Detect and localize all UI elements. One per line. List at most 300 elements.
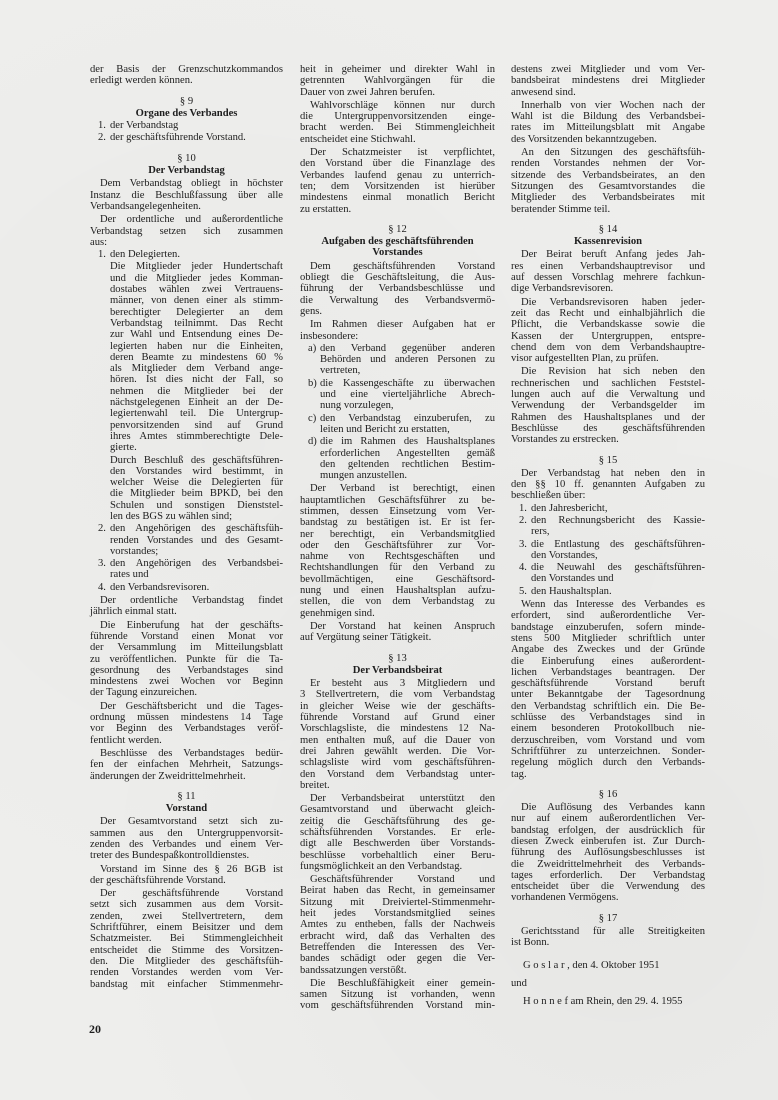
list-item (300, 413, 495, 436)
text-line: destens zwei Mitglieder und vom Ver- (511, 64, 705, 75)
text-line: Der Verbandsbeirat unterstützt den (310, 793, 495, 805)
paragraph (511, 468, 705, 502)
list-item-number: 2. (519, 514, 527, 526)
text-line: den Verbandstag schriftlich ein. Die Be- (511, 700, 705, 712)
section-number (511, 224, 705, 235)
list-item-paragraph (90, 455, 283, 523)
text-line: insbesondere: (300, 330, 359, 342)
text-line: führung der Verbandsbeschlüsse und (300, 283, 495, 295)
text-line: Wahl ist die Bildung des Verbandsbei- (511, 111, 705, 123)
signature-line: und (511, 977, 527, 989)
text-line: den Jahresbericht, (531, 502, 608, 514)
text-line: mindestens einmal monatlich Bericht (300, 192, 495, 204)
text-line: Verbandes laufend genau zu unterrich- (300, 169, 495, 181)
text-line: getrennten Wahlvorgängen für die (300, 75, 495, 87)
text-line: bandstag zu bestätigen ist. Er ist fer- (300, 517, 495, 529)
paragraph (300, 678, 495, 791)
text-line: zu veröffentlichen. Punkte für die Ta- (90, 653, 283, 665)
paragraph (511, 802, 705, 904)
text-line: Vorstandes zu erstrecken. (511, 434, 619, 446)
text-line: den Angehörigen des Verbandsbei- (110, 558, 283, 570)
text-line: zenden, zwei Stellvertretern, dem (90, 910, 283, 922)
text-line: tages erforderlich. Der Verbandstag (511, 869, 705, 881)
text-line: Schulen und sonstigen Dienststel- (110, 499, 283, 511)
paragraph-continued (90, 64, 283, 87)
text-line: Kassenrevision (573, 236, 643, 248)
text-line: derzuschreiben, vom Vorstand und vom (511, 734, 705, 746)
text-line: gesordnung des Verbandstages sind (90, 664, 283, 676)
text-line: Der Verbandstag (148, 165, 225, 177)
text-line: setzt sich zusammen aus dem Vorsit- (90, 899, 283, 911)
text-line: den Vorstandes und (531, 573, 614, 585)
text-line: Der Beirat beruft Anfang jedes Jah- (521, 249, 705, 261)
text-line: § 11 (177, 790, 196, 802)
text-line: stimmen, dessen Einsetzung vom Ver- (300, 505, 495, 517)
text-line: männer, von denen einer als stimm- (110, 295, 283, 307)
text-line: renden Vorstandes nehmen der Vor- (511, 158, 705, 170)
list-item (300, 436, 495, 481)
text-line: Beschlüsse des Verbandstages bedür- (100, 747, 283, 759)
text-line: die Verwaltung des Verbandsvermö- (300, 294, 495, 306)
text-line: § 16 (598, 788, 618, 800)
list-item (90, 582, 283, 593)
text-line: führung des Auflösungsbeschlusses ist (511, 847, 705, 859)
text-line: heit jedes Vorstandsmitglied seines (300, 908, 495, 920)
text-line: Vorstand (165, 803, 208, 815)
text-line: Kassen der Untergruppen, entspre- (511, 330, 705, 342)
text-line: sitzende des Verbandsbeirates, an den (511, 169, 705, 181)
text-line: Sitzung mit Dreiviertel-Stimmenmehr- (300, 896, 495, 908)
paragraph (300, 261, 495, 317)
text-line: beschlüsse vorbehaltlich einer Beru- (300, 849, 495, 861)
text-line: lungen auch auf die Verwaltung und (511, 389, 705, 401)
paragraph (300, 147, 495, 215)
text-line: Beirat haben das Recht, in gemeinsamer (300, 885, 495, 897)
text-line: Gerichtsstand für alle Streitigkeiten (521, 926, 705, 938)
text-line: leiten und Bericht zu erstatten, (320, 423, 450, 435)
text-line: chend dem von dem Verbandshauptre- (511, 341, 705, 353)
text-line: bandsbeirat mindestens drei Mitglieder (511, 75, 705, 87)
paragraph (90, 214, 283, 248)
signature-line: G o s l a r , den 4. Oktober 1951 (523, 959, 660, 971)
text-line: zenden des Verbandes und einem Ver- (90, 839, 283, 850)
paragraph (90, 620, 283, 699)
text-line: rechnerischen und sachlichen Feststel- (511, 377, 705, 389)
text-line: nächstgelegenen Einheit an der De- (110, 397, 283, 409)
section-number (90, 791, 283, 802)
section-number (511, 913, 705, 924)
text-line: nehmen die Mitglieder bei der (110, 385, 283, 397)
text-line: renden Vorstandes werden vom Ver- (90, 967, 283, 979)
text-line: nung und einen Haushaltsplan aufzu- (300, 585, 495, 597)
list-item-number: 1. (98, 120, 106, 132)
text-line: zu erstatten. (300, 203, 352, 215)
text-line: Verbandstag teilnimmt. Das Recht (110, 317, 283, 329)
list-item-number: 5. (519, 585, 527, 597)
list-item (90, 249, 283, 260)
text-line: samen Sitzung ist vorhanden, wenn (300, 989, 495, 1001)
text-line: Die Einberufung hat der geschäfts- (100, 619, 283, 631)
text-line: den Delegierten. (110, 249, 181, 261)
paragraph (90, 178, 283, 212)
text-line: Betreffenden die Interessen des Ver- (300, 941, 495, 953)
paragraph (511, 599, 705, 780)
text-line: beschließen über: (511, 490, 586, 502)
paragraph (300, 874, 495, 976)
text-column-left (90, 64, 283, 990)
text-line: drei Jahren gewählt werden. Die Vor- (300, 745, 495, 757)
text-line: Die Revision hat sich neben den (521, 366, 705, 378)
text-line: entscheidet eine Stichwahl. (300, 133, 416, 145)
text-line: hauptamtlichen Geschäftsführer zu be- (300, 494, 495, 506)
paragraph (511, 100, 705, 145)
list-item-paragraph (90, 261, 283, 453)
text-line: schlüsse des Verbandstages sind in (511, 712, 705, 724)
list-item-number: c) (308, 412, 317, 424)
text-line: Wahlvorschläge können nur durch (310, 99, 495, 111)
text-line: digt alle Beschwerden über Vorstands- (300, 838, 495, 850)
list-item-number: 3. (519, 538, 527, 550)
section-heading (511, 236, 705, 247)
paragraph (90, 701, 283, 746)
text-line: des Vorsitzenden bekanntzugeben. (511, 133, 657, 145)
text-line: die Neuwahl des geschäftsführen- (531, 562, 705, 574)
text-column-middle (300, 64, 495, 1012)
text-line: Pflicht, die Verbandskasse sowie die (511, 319, 705, 331)
text-line: beratender Stimme teil. (511, 203, 611, 215)
paragraph (300, 483, 495, 619)
text-line: penvorsitzenden sind auf Grund (110, 419, 283, 431)
text-line: die Mitglieder beim BPKD, bei den (110, 488, 283, 500)
text-line: aus: (90, 236, 108, 248)
list-item-number: 1. (98, 249, 106, 261)
text-line: Im Rahmen dieser Aufgaben hat er (310, 319, 495, 331)
text-line: visor aufgestellten Plan, zu prüfen. (511, 353, 659, 365)
list-item-number: b) (308, 377, 317, 389)
text-line: tag. (511, 768, 527, 780)
text-line: bandssatzungen verstößt. (300, 964, 407, 976)
text-line: breitet. (300, 779, 330, 791)
text-line: rates und (110, 569, 149, 581)
list-item-number: 2. (98, 523, 106, 535)
text-line: der Verbandstag (110, 120, 179, 132)
text-line: mindestens zwei Wochen vor Beginn (90, 676, 283, 688)
paragraph (511, 926, 705, 949)
text-line: den Verbandsrevisoren. (110, 581, 210, 593)
text-line: Der geschäftsführende Vorstand (100, 888, 283, 900)
list-item-number: 2. (98, 132, 106, 144)
text-line: Sitzungen des Gesamtvorstandes die (511, 180, 705, 192)
text-line: schlagsliste wird vom geschäftsführen- (300, 757, 495, 769)
text-line: Aufgaben des geschäftsführenden (321, 236, 474, 248)
text-line: die Entlastung des geschäftsführen- (531, 538, 705, 550)
text-line: nur auf einem außerordentlichen Ver- (511, 813, 705, 825)
list-item-number: 4. (519, 562, 527, 574)
text-line: die Kassengeschäfte zu überwachen (320, 377, 495, 389)
text-line: Instanz die Beschlußfassung über alle (90, 189, 283, 201)
paragraph (90, 888, 283, 990)
text-line: Der Verband ist berechtigt, einen (310, 483, 495, 495)
paragraph (511, 249, 705, 294)
text-line: regelung möglich durch den Verbands- (511, 757, 705, 769)
text-line: Die Verbandsrevisoren haben jeder- (521, 296, 705, 308)
text-line: Dem geschäftsführenden Vorstand (310, 260, 495, 272)
text-line: gierte. (110, 442, 137, 454)
text-line: obliegt die Geschäftsleitung, die Aus- (300, 272, 495, 284)
list-item (90, 120, 283, 131)
text-line: dostabes wählen zwei Vertrauens- (110, 284, 283, 296)
text-line: geschäftsführende Vorstand beruft (511, 678, 705, 690)
text-line: ist Bonn. (511, 937, 550, 949)
text-line: Dauer von zwei Jahren berufen. (300, 86, 436, 98)
text-line: Verwendung der Verbandsgelder im (511, 400, 705, 412)
paragraph (300, 621, 495, 644)
text-line: nahme von Rechtsgeschäften und (300, 551, 495, 563)
text-line: Der Verbandstag hat neben den in (521, 467, 705, 479)
text-line: den Angehörigen des geschäftsfüh- (110, 523, 283, 535)
text-line: und eine vierteljährliche Abrech- (320, 389, 495, 401)
text-line: Behörden und anderen Personen zu (320, 354, 495, 366)
text-line: Die Mitglieder jeder Hundertschaft (110, 261, 283, 273)
section-heading (300, 236, 495, 259)
text-line: die Untergruppenvorsitzenden einge- (300, 111, 495, 123)
text-line: die Einberufung eines außerordent- (511, 655, 705, 667)
text-line: fentlicht werden. (90, 734, 162, 746)
text-line: auf dessen Vorschlag mehrere fachkun- (511, 272, 705, 284)
text-line: bandstag mit einfacher Stimmenmehr- (90, 978, 283, 990)
text-line: Vorstandes (372, 247, 423, 259)
paragraph (511, 366, 705, 445)
text-line: Geschäftsführender Vorstand und (310, 874, 495, 886)
section-heading (300, 665, 495, 676)
paragraph (90, 816, 283, 861)
text-line: Amtes zu entheben, falls der Nachweis (300, 919, 495, 931)
text-line: Der Vorstand hat keinen Anspruch (310, 620, 495, 632)
list-item (300, 378, 495, 412)
text-line: legierten haben nur die Einheiten, (110, 340, 283, 352)
text-line: sammen aus den Untergruppenvorsit- (90, 827, 283, 839)
text-line: berechtigter Delegierter an dem (110, 306, 283, 318)
text-line: ihres Amtes stimmberechtigte Dele- (110, 430, 283, 442)
text-line: Innerhalb von vier Wochen nach der (521, 99, 705, 111)
text-line: Angabe des Zweckes und der Gründe (511, 644, 705, 656)
text-line: ordnung müssen mindestens 14 Tage (90, 712, 283, 724)
list-item (511, 586, 705, 597)
text-line: vom geschäftsführenden Vorstand min- (300, 1000, 495, 1012)
text-line: den Vorstandes, (531, 549, 598, 561)
text-line: unter Bekanntgabe der Tagesordnung (511, 689, 705, 701)
text-line: stellen, die von dem Verbandstag zu (300, 596, 495, 608)
text-line: len des BGS zu wählen sind; (110, 510, 233, 522)
text-line: § 15 (598, 454, 618, 466)
text-line: die im Rahmen des Haushaltsplanes (320, 436, 495, 448)
text-line: Verbandstag setzen sich zusammen (90, 225, 283, 237)
text-line: Der Geschäftsbericht und die Tages- (100, 700, 283, 712)
list-item (511, 539, 705, 562)
list-item-number: 3. (98, 558, 106, 570)
text-line: Schriftführer, einem Beisitzer und dem (90, 922, 283, 934)
text-line: den §§ 10 ff. genannten Aufgaben zu (511, 479, 705, 491)
text-line: auf Vergütung seiner Tätigkeit. (300, 632, 432, 644)
text-line: diesen Zweck einberufen ist. Zur Durch- (511, 836, 705, 847)
text-line: in gleicher Weise wie der geschäfts- (300, 700, 495, 712)
text-line: gens. (300, 305, 323, 317)
text-line: hören. Ist dies nicht der Fall, so (110, 374, 283, 386)
text-line: vorhandenen Vermögens. (511, 892, 619, 904)
text-line: legiertenwahl teil. Die Untergrup- (110, 408, 283, 420)
text-line: der Basis der Grenzschutzkommandos (90, 64, 283, 75)
text-line: Verbandsangelegenheiten. (90, 200, 201, 212)
paragraph (511, 147, 705, 215)
text-line: den Verband gegenüber anderen (320, 342, 495, 354)
text-line: bandstag erfolgen, der ausdrücklich für (511, 824, 705, 836)
text-line: den Haushaltsplan. (531, 585, 612, 597)
text-line: fen der einfachen Mehrheit, Satzungs- (90, 759, 283, 771)
text-line: Vorstand im Sinne des § 26 BGB ist (100, 863, 283, 875)
text-line: fungsmöglichkeit an den Verbandstag. (300, 860, 463, 872)
section-number (300, 224, 495, 235)
text-line: bandstage einzuberufen, sofern minde- (511, 621, 705, 633)
text-line: Die Beschlußfähigkeit einer gemein- (310, 977, 495, 989)
list-item (511, 503, 705, 514)
text-line: 3 Stellvertretern, die vom Verbandstag (300, 689, 495, 701)
text-line: vorstandes; (110, 545, 159, 557)
text-line: welcher Weise die Delegierten für (110, 477, 283, 489)
text-line: führende Vorstand einen Monat vor (90, 630, 283, 642)
paragraph (300, 978, 495, 1012)
text-line: rates im Mitteilungsblatt mit Angabe (511, 122, 705, 134)
text-line: einem besonderen Protokollbuch nie- (511, 723, 705, 735)
text-line: Dem Verbandstag obliegt in höchster (100, 178, 283, 190)
text-line: Mitglieder des Verbandsbeirates mit (511, 192, 705, 204)
paragraph (90, 864, 283, 887)
text-line: jährlich einmal statt. (90, 606, 177, 618)
text-line: Gesamtvorstand und überwacht gleich- (300, 804, 495, 816)
text-line: Rechtshandlungen für den Verband zu (300, 562, 495, 574)
text-line: Durch Beschluß des geschäftsführen- (110, 454, 283, 466)
text-line: und die Mitglieder jedes Komman- (110, 272, 283, 284)
text-line: heit in geheimer und direkter Wahl in (300, 64, 495, 75)
text-line: entscheidet über die Verwendung des (511, 881, 705, 893)
text-line: Wenn das Interesse des Verbandes es (521, 599, 705, 611)
list-item-number: d) (308, 436, 317, 448)
text-line: Der Gesamtvorstand setzt sich zu- (100, 816, 283, 828)
page-number: 20 (89, 1022, 101, 1036)
text-line: den Vorstand über die Finanzlage des (300, 158, 495, 170)
text-line: Beschlüsse des geschäftsführenden (511, 422, 705, 434)
list-item (90, 132, 283, 143)
paragraph (90, 595, 283, 618)
text-line: erbracht wird, daß das Verhalten des (300, 930, 495, 942)
text-line: Schriftführer zu unterzeichnen. Sonder- (511, 745, 705, 757)
text-line: Vorschlagsliste, die mindestens 12 Na- (300, 723, 495, 735)
list-item (511, 562, 705, 585)
list-item (300, 343, 495, 377)
text-line: den Rechnungsbericht des Kassie- (531, 514, 705, 526)
list-item-number: a) (308, 342, 317, 354)
text-line: deren Beamte zu mindestens 60 % (110, 351, 283, 363)
signature-block (511, 959, 705, 1008)
paragraph-continued (511, 64, 705, 98)
text-line: mungen anzustellen. (320, 470, 408, 482)
text-line: dige Verbandsrevisoren. (511, 283, 614, 295)
text-line: ner berechtigt, ein Verbandsmitglied (300, 528, 495, 540)
text-line: ten; dem Vorsitzenden ist hierüber (300, 180, 495, 192)
text-line: anwesend sind. (511, 86, 576, 98)
text-line: entscheidet die Stimme des Vorsitzen- (90, 944, 283, 956)
text-line: stens 500 Mitglieder schriftlich unter (511, 632, 705, 644)
text-line: schäftsführenden Vorstandes. Er erle- (300, 827, 495, 838)
text-line: bandes schädigt oder gegen die Ver- (300, 953, 495, 965)
text-line: res einen Verbandshauptrevisor und (511, 260, 705, 272)
text-line: die Zweidrittelmehrheit des Verbands- (511, 858, 705, 870)
text-line: der geschäftsführende Vorstand. (90, 874, 226, 886)
text-line: vor Beginn des Verbandstages veröf- (90, 723, 283, 735)
text-line: nung vorzulegen, (320, 400, 394, 412)
text-line: Der ordentliche und außerordentliche (100, 214, 283, 226)
text-line: den Verbandstag einzuberufen, zu (320, 412, 495, 424)
paragraph-continued (300, 64, 495, 98)
text-line: zur Wahl und Entsendung eines De- (110, 329, 283, 341)
text-line: änderungen der Zweidrittelmehrheit. (90, 770, 246, 782)
text-line: § 17 (598, 912, 618, 924)
text-line: § 10 (177, 152, 196, 164)
text-line: der geschäftsführende Vorstand. (110, 132, 246, 144)
text-line: Organe des Verbandes (135, 107, 238, 119)
text-line: An den Sitzungen des geschäftsfüh- (521, 147, 705, 159)
text-line: § 14 (598, 223, 618, 235)
text-line: § 9 (179, 95, 194, 107)
text-line: erforderlichen Angestellten gemäß (320, 447, 495, 459)
list-item (90, 558, 283, 581)
section-number (90, 153, 283, 164)
text-line: Rahmen des Haushaltsplanes und der (511, 411, 705, 423)
section-number (90, 96, 283, 107)
text-line: § 13 (388, 652, 407, 664)
text-line: zeit das Recht und einhalbjährlich die (511, 307, 705, 319)
text-line: Der ordentliche Verbandstag findet (100, 595, 283, 607)
text-line: zeitig die Geschäftsführung des ge- (300, 815, 495, 827)
text-line: den Vorstand dem Verbandstag unter- (300, 768, 495, 780)
section-heading (90, 165, 283, 176)
text-line: Der Verbandsbeirat (352, 664, 443, 676)
section-heading (90, 803, 283, 814)
text-line: den. Die Mitglieder des geschäftsfüh- (90, 955, 283, 967)
text-line: als Mitglieder dem Verband ange- (110, 363, 283, 375)
text-line: lichen Verbandstages beantragen. Der (511, 666, 705, 678)
section-number (511, 455, 705, 466)
text-line: genehmigen sind. (300, 607, 375, 619)
text-line: oder den Geschäftsführer zur Vor- (300, 539, 495, 551)
text-line: den Vorstandes wird bestimmt, in (110, 465, 283, 477)
paragraph (511, 297, 705, 365)
text-line: Er besteht aus 3 Mitgliedern und (310, 678, 495, 690)
paragraph (300, 793, 495, 872)
text-line: bracht werden. Bei Stimmengleichheit (300, 122, 495, 134)
section-number (511, 789, 705, 800)
list-item (90, 523, 283, 557)
paragraph (300, 319, 495, 342)
text-column-right (511, 64, 705, 1013)
text-line: men enthalten muß, auf die Dauer von (300, 734, 495, 746)
section-heading (90, 108, 283, 119)
text-line: Schatzmeister. Bei Stimmengleichheit (90, 933, 283, 945)
paragraph (90, 748, 283, 782)
signature-line: H o n n e f am Rhein, den 29. 4. 1955 (523, 995, 683, 1007)
text-line: bevollmächtigen, eine Geschäftsord- (300, 573, 495, 585)
text-line: erfordert, sind außerordentliche Ver- (511, 610, 705, 622)
list-item-number: 4. (98, 581, 106, 593)
